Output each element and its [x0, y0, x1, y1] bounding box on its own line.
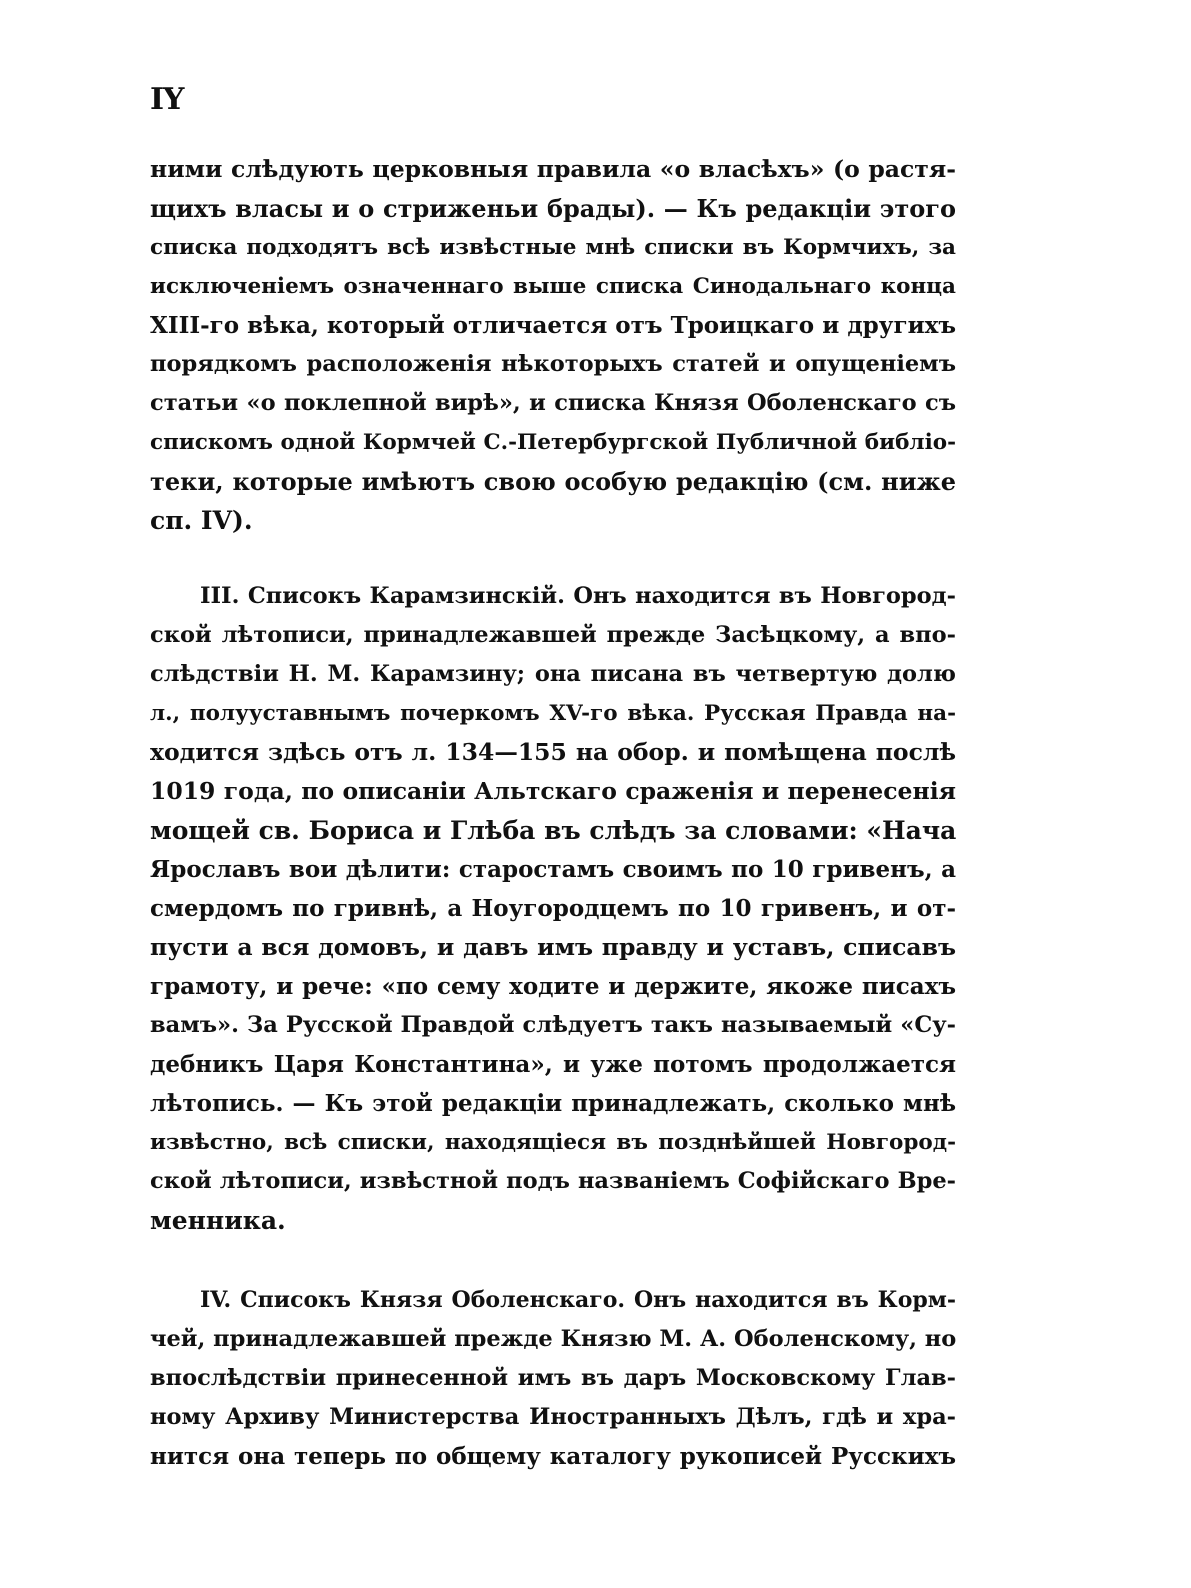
text-line: XIII-го вѣка, который отличается отъ Троицкаго и другихъ — [150, 312, 956, 339]
text-line: сп. IV). — [150, 506, 253, 535]
text-line: порядкомъ расположенія нѣкоторыхъ статей и опущеніемъ — [150, 351, 956, 377]
text-line: спискомъ одной Кормчей С.-Петербургской Публичной библіо- — [150, 430, 956, 455]
text-line: теки, которые имѣютъ свою особую редакцію (см. ниже — [150, 467, 956, 496]
text-line: чей, принадлежавшей прежде Князю М. А. Оболенскому, но — [150, 1326, 957, 1352]
text-line: мощей св. Бориса и Глѣба въ слѣдъ за словами: «Нача — [150, 816, 957, 845]
text-line: извѣстно, всѣ списки, находящіеся въ позднѣйшей Новгород- — [150, 1130, 956, 1155]
text-line: впослѣдствіи принесенной имъ въ даръ Московскому Глав- — [150, 1365, 956, 1391]
text-line: менника. — [150, 1206, 286, 1235]
text-line: лѣтопись. — Къ этой редакціи принадлежать, сколько мнѣ — [150, 1090, 956, 1117]
text-line: 1019 года, по описаніи Альтскаго сраженія и перенесенія — [150, 777, 956, 805]
text-line: Ярославъ вои дѣлити: старостамъ своимъ по 10 гривенъ, а — [150, 856, 956, 883]
paragraph-obolensky-list — [150, 1281, 956, 1476]
paragraph-karamzin-list — [150, 577, 956, 1240]
text-line: грамоту, и рече: «по сему ходите и держите, якоже писахъ — [150, 973, 956, 1000]
text-line: IV. Списокъ Князя Оболенскаго. Онъ находится въ Корм- — [200, 1287, 956, 1313]
text-line: вамъ». За Русской Правдой слѣдуетъ такъ называемый «Су- — [150, 1012, 956, 1038]
text-line: пусти а вся домовъ, и давъ имъ правду и уставъ, списавъ — [150, 933, 956, 961]
paragraph-continuation — [150, 150, 956, 540]
text-line: списка подходятъ всѣ извѣстные мнѣ списки въ Кормчихъ, за — [150, 235, 956, 260]
text-line: дебникъ Царя Константина», и уже потомъ продолжается — [150, 1051, 956, 1078]
text-line: ними слѣдують церковныя правила «о власѣхъ» (о растя- — [150, 155, 956, 183]
text-line: исключеніемъ означеннаго выше списка Синодальнаго конца — [150, 274, 956, 299]
text-line: III. Списокъ Карамзинскій. Онъ находится въ Новгород- — [200, 583, 956, 609]
text-line: слѣдствіи Н. М. Карамзину; она писана въ четвертую долю — [150, 661, 956, 687]
text-line: л., полууставнымъ почеркомъ XV-го вѣка. Русская Правда на- — [150, 701, 956, 726]
text-line: ному Архиву Министерства Иностранныхъ Дѣлъ, гдѣ и хра- — [150, 1404, 956, 1430]
text-line: щихъ власы и о стриженьи брады). — Къ редакціи этого — [150, 194, 956, 223]
text-line: нится она теперь по общему каталогу рукописей Русскихъ — [150, 1443, 956, 1470]
text-line: ской лѣтописи, принадлежавшей прежде Засѣцкому, а впо- — [150, 622, 956, 648]
text-line: ходится здѣсь отъ л. 134—155 на обор. и помѣщена послѣ — [150, 738, 956, 766]
text-line: статьи «о поклепной вирѣ», и списка Князя Оболенскаго съ — [150, 390, 956, 416]
text-line: смердомъ по гривнѣ, а Ноугородцемъ по 10 гривенъ, и от- — [150, 895, 956, 922]
text-line: ской лѣтописи, извѣстной подъ названіемъ Софійскаго Вре- — [150, 1168, 956, 1194]
page-number: IY — [150, 82, 184, 117]
